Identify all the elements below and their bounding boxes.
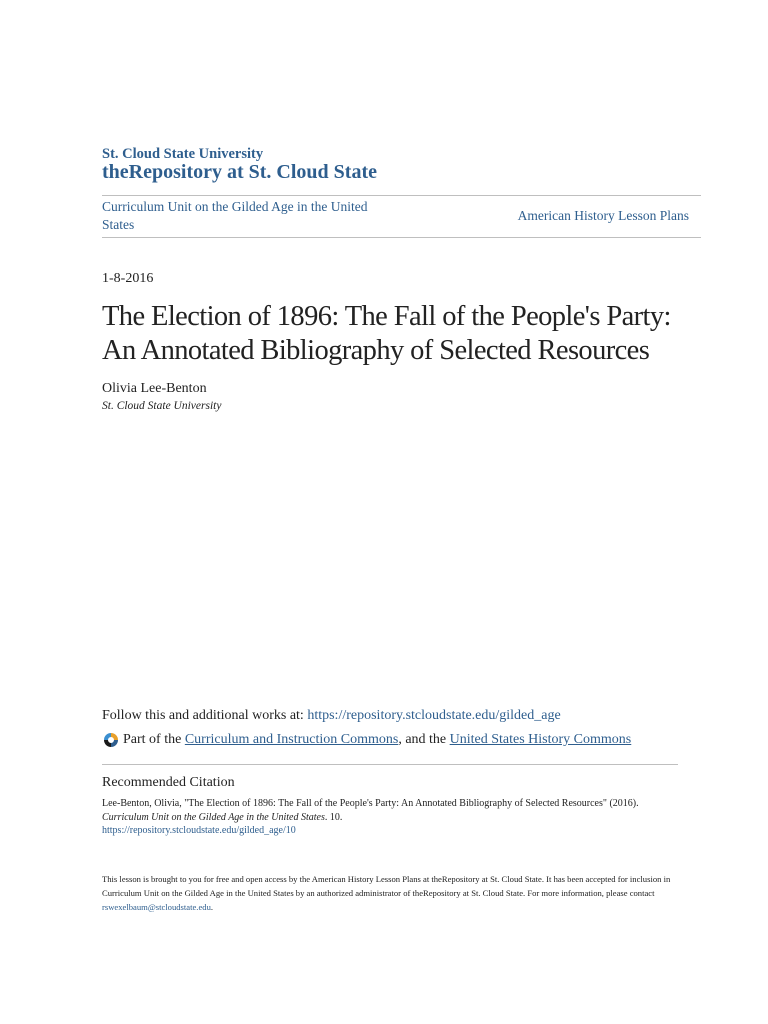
part-of-prefix: Part of the [123, 732, 182, 747]
repository-name[interactable]: theRepository at St. Cloud State [102, 161, 377, 183]
university-name[interactable]: St. Cloud State University [102, 146, 264, 162]
notice-end: . [210, 902, 214, 912]
citation-url-link[interactable]: https://repository.stcloudstate.edu/gilded_age/10 [102, 825, 296, 836]
access-notice [102, 872, 672, 914]
publication-date: 1-8-2016 [102, 271, 154, 286]
citation-line-2 [102, 811, 702, 825]
header-rule-top [102, 195, 701, 196]
citation-rule [102, 764, 678, 765]
contact-email-link[interactable]: rswexelbaum@stcloudstate.edu [102, 902, 211, 912]
series-link-curriculum-unit[interactable]: Curriculum Unit on the Gilded Age in the United States [102, 199, 368, 232]
document-title [102, 300, 702, 368]
citation-heading: Recommended Citation [102, 775, 235, 790]
author-name: Olivia Lee-Benton [102, 381, 207, 396]
commons-network-icon [102, 731, 120, 749]
curriculum-commons-link[interactable]: Curriculum and Instruction Commons [184, 732, 399, 747]
citation-number: . 10. [324, 811, 343, 823]
title-line-2: An Annotated Bibliography of Selected Resources [102, 335, 650, 366]
follow-prefix: Follow this and additional works at: [102, 708, 308, 723]
author-affiliation: St. Cloud State University [102, 400, 222, 412]
follow-line [102, 708, 561, 724]
follow-url-link[interactable]: https://repository.stcloudstate.edu/gilded_age [307, 708, 561, 723]
notice-text: This lesson is brought to you for free and open access by the American History Lesson Plans at theRepository at St. Cloud State. It has been accepted for inclusion in Curriculum Unit on the Gilded Age in the United States by an authorized administrator of theRepository at St. Cloud State. For more information, please contact [102, 874, 671, 898]
citation-line-1: Lee-Benton, Olivia, "The Election of 1896: The Fall of the People's Party: An Annotated Bibliography of Selected Resources" (2016). [102, 798, 639, 809]
title-line-1: The Election of 1896: The Fall of the People's Party: [102, 301, 671, 332]
history-commons-link[interactable]: United States History Commons [449, 732, 632, 747]
citation-journal: Curriculum Unit on the Gilded Age in the United States [102, 811, 325, 823]
series-link-lesson-plans[interactable]: American History Lesson Plans [517, 208, 689, 223]
header-rule-bottom [102, 237, 701, 238]
citation-block [102, 797, 702, 838]
part-of-middle: , and the [398, 732, 447, 747]
part-of-line [102, 731, 631, 749]
